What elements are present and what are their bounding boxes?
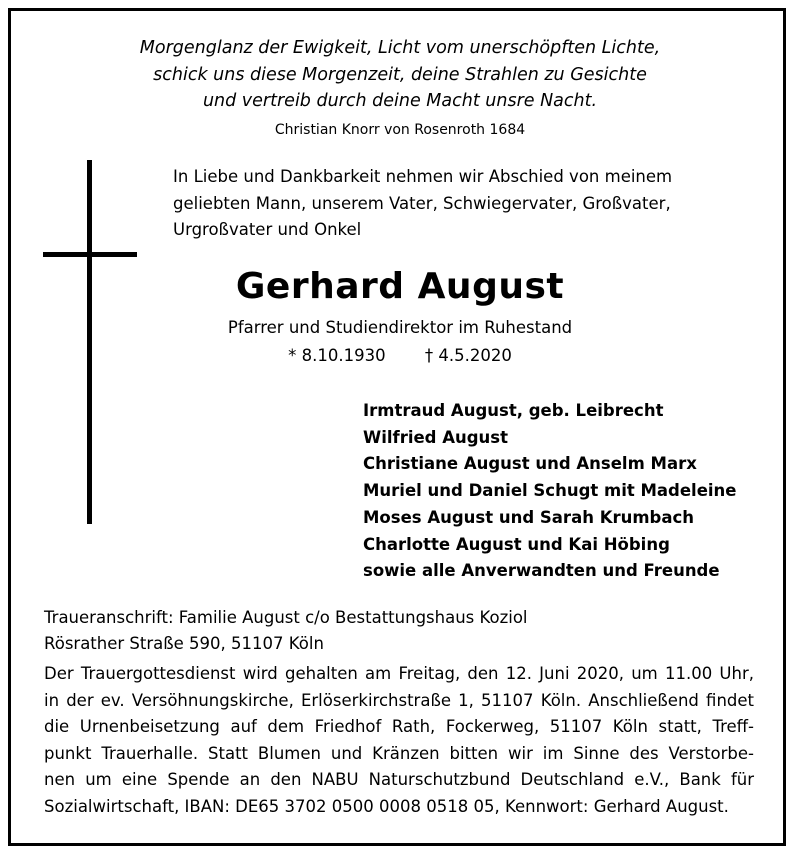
poem xyxy=(30,35,770,115)
poem-line: schick uns diese Morgenzeit, deine Strahlen zu Gesichte xyxy=(153,64,647,85)
death-date: † 4.5.2020 xyxy=(424,346,512,365)
address-line: Traueranschrift: Familie August c/o Bestattungshaus Koziol xyxy=(44,608,528,627)
intro-line: Urgroßvater und Onkel xyxy=(173,220,362,239)
service-line: Sozialwirtschaft, IBAN: DE65 3702 0500 0008 0518 05, Kennwort: Gerhard August. xyxy=(44,796,729,816)
service-info xyxy=(44,661,754,821)
cross-icon xyxy=(87,160,92,524)
poem-line: Morgenglanz der Ewigkeit, Licht vom unerschöpften Lichte, xyxy=(139,38,661,58)
cross-icon-crossbar xyxy=(43,252,137,257)
mourner: sowie alle Anverwandten und Freunde xyxy=(363,561,720,581)
mourner: Moses August und Sarah Krumbach xyxy=(363,507,695,527)
mourners-list xyxy=(363,398,737,585)
mourner: Wilfried August xyxy=(363,427,509,447)
intro-line: In Liebe und Dankbarkeit nehmen wir Abschied von meinem xyxy=(173,167,673,186)
service-line: Der Trauergottesdienst wird gehalten am Freitag, den 12. Juni 2020, um 11.00 Uhr, xyxy=(44,664,754,683)
mourner: Charlotte August und Kai Höbing xyxy=(363,534,670,554)
service-line: punkt Trauerhalle. Statt Blumen und Kränzen bitten wir im Sinne des Verstorbe- xyxy=(44,743,754,763)
birth-date: * 8.10.1930 xyxy=(288,346,386,365)
mourning-address xyxy=(44,605,528,657)
service-line: in der ev. Versöhnungskirche, Erlöserkirchstraße 1, 51107 Köln. Anschließend findet xyxy=(44,690,754,710)
mourner: Muriel und Daniel Schugt mit Madeleine xyxy=(363,481,737,501)
deceased-name: Gerhard August xyxy=(235,266,565,307)
poem-attribution: Christian Knorr von Rosenroth 1684 xyxy=(274,122,526,138)
service-line: nen um eine Spende an den NABU Naturschutzbund Deutschland e.V., Bank für xyxy=(44,770,754,790)
intro-text xyxy=(173,164,753,244)
service-line: die Urnenbeisetzung auf dem Friedhof Rath, Fockerweg, 51107 Köln statt, Treff- xyxy=(44,717,754,737)
intro-line: geliebten Mann, unserem Vater, Schwiegervater, Großvater, xyxy=(173,193,671,213)
mourner: Christiane August und Anselm Marx xyxy=(363,454,697,474)
poem-line: und vertreib durch deine Macht unsre Nacht. xyxy=(202,91,598,111)
mourner: Irmtraud August, geb. Leibrecht xyxy=(363,401,664,420)
life-dates xyxy=(150,346,650,365)
deceased-profession: Pfarrer und Studiendirektor im Ruhestand xyxy=(227,318,573,337)
address-line: Rösrather Straße 590, 51107 Köln xyxy=(44,634,324,653)
